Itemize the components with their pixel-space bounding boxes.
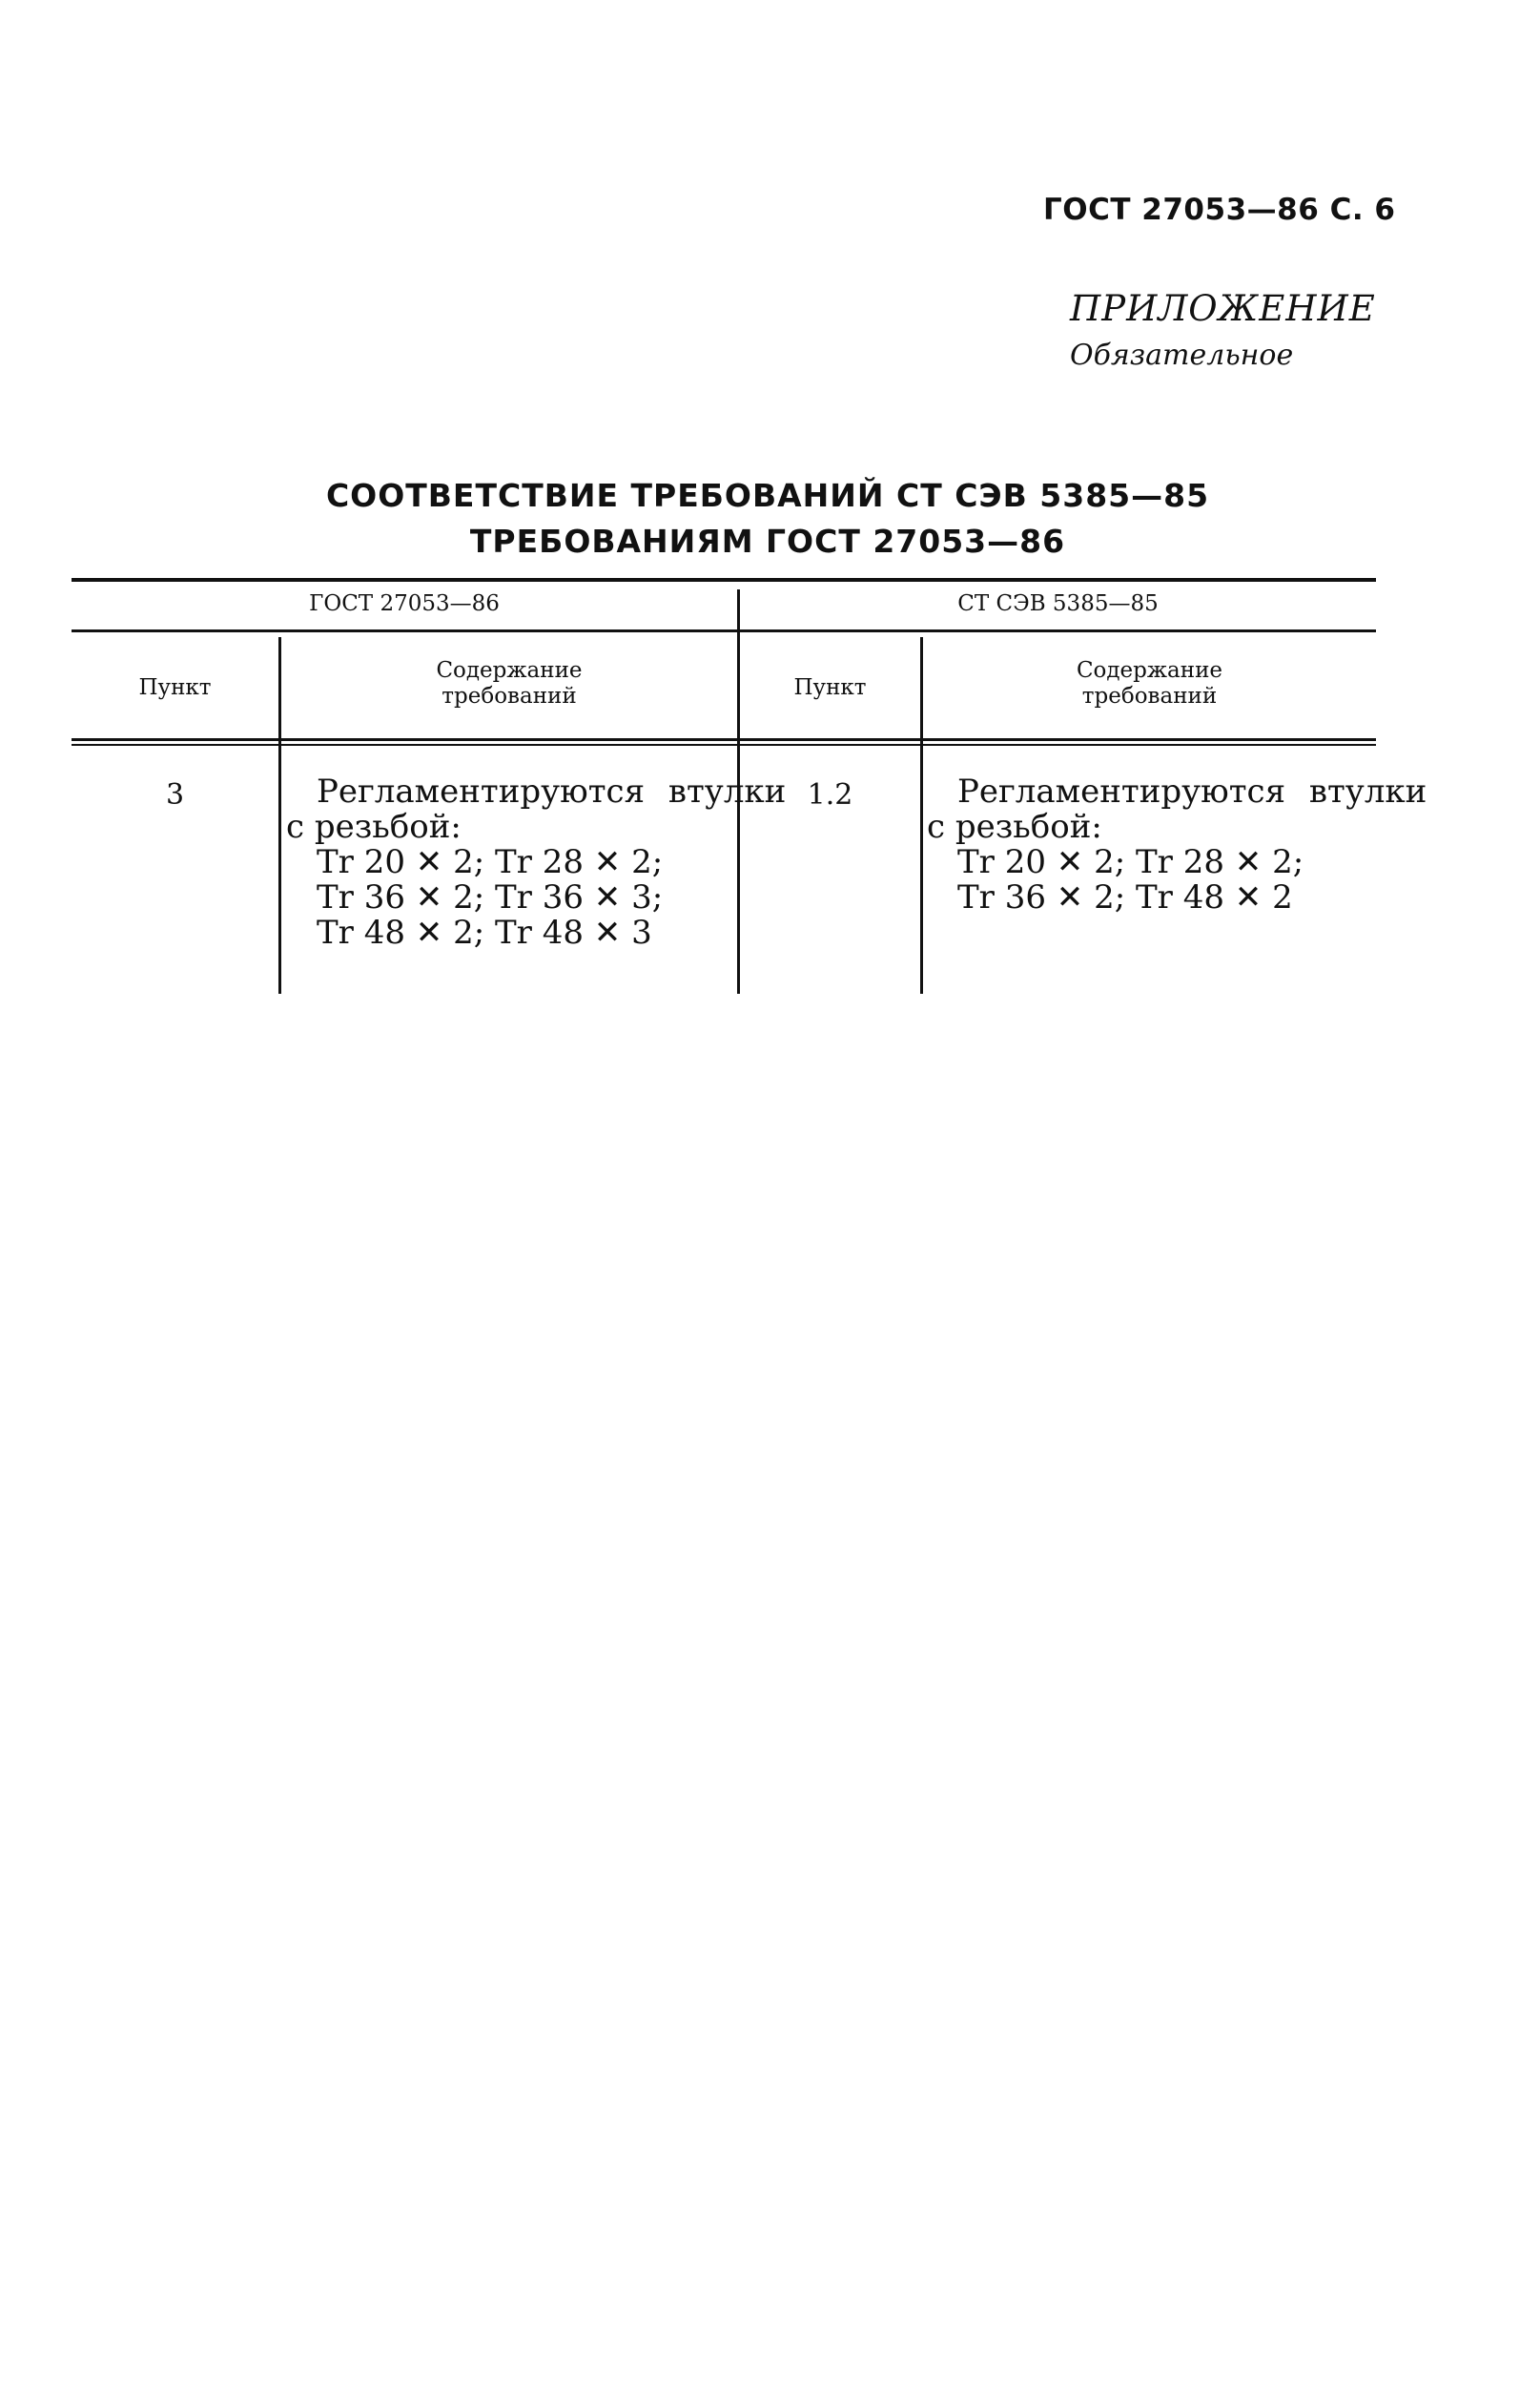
column-header-sev-content <box>923 658 1376 710</box>
sev-content-line: Регламентируются втулки <box>957 773 1427 811</box>
gost-content-line: Регламентируются втулки <box>317 773 787 811</box>
gost-content-cell <box>286 773 787 952</box>
column-header-gost-content-line-1: Содержание <box>436 658 583 683</box>
column-header-gost-content-line-2: требований <box>441 684 577 709</box>
table-top-rule <box>72 578 1376 582</box>
gost-content-line: Tr 48 ✕ 2; Tr 48 ✕ 3 <box>317 914 652 952</box>
sev-content-line: Tr 20 ✕ 2; Tr 28 ✕ 2; <box>957 843 1304 881</box>
appendix-title: ПРИЛОЖЕНИЕ <box>1070 288 1376 329</box>
appendix-status: Обязательное <box>1070 339 1294 372</box>
column-header-rule-2 <box>72 744 1376 746</box>
group-header-gost: ГОСТ 27053—86 <box>309 591 500 616</box>
column-header-sev-point: Пункт <box>793 675 867 700</box>
sev-content-cell <box>927 773 1427 917</box>
document-title-line-2: ТРЕБОВАНИЯМ ГОСТ 27053—86 <box>469 523 1066 560</box>
sev-point-cell: 1.2 <box>807 778 853 812</box>
sev-content-line: с резьбой: <box>927 808 1102 846</box>
gost-content-line: Tr 20 ✕ 2; Tr 28 ✕ 2; <box>317 843 664 881</box>
group-header-sev: СТ СЭВ 5385—85 <box>957 591 1159 616</box>
column-header-sev-content-line-2: требований <box>1081 684 1218 709</box>
column-header-sev-content-line-1: Содержание <box>1076 658 1223 683</box>
column-header-rule <box>72 738 1376 741</box>
sev-content-line: Tr 36 ✕ 2; Tr 48 ✕ 2 <box>957 878 1293 917</box>
column-header-gost-point: Пункт <box>138 675 212 700</box>
gost-content-line: Tr 36 ✕ 2; Tr 36 ✕ 3; <box>317 878 664 917</box>
document-title-line-1: СООТВЕТСТВИЕ ТРЕБОВАНИЙ СТ СЭВ 5385—85 <box>325 477 1210 514</box>
gost-point-cell: 3 <box>165 778 185 812</box>
gost-content-line: с резьбой: <box>286 808 462 846</box>
page-header: ГОСТ 27053—86 С. 6 <box>1043 193 1396 227</box>
column-header-gost-content <box>281 658 737 710</box>
group-header-rule <box>72 629 1376 632</box>
